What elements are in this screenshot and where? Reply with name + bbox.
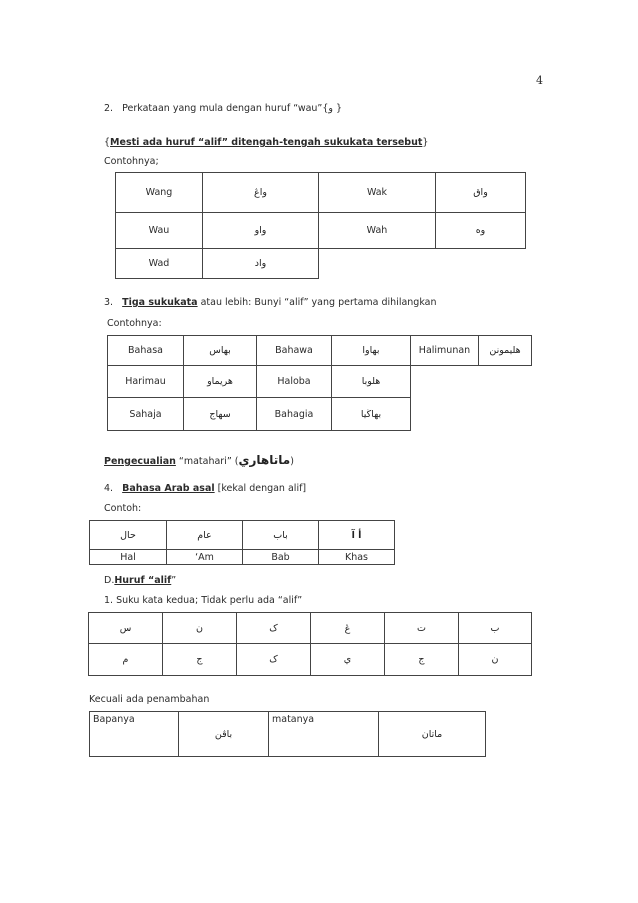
section-3-heading <box>104 297 437 308</box>
table-cell-arabic: باب <box>243 521 319 550</box>
table-row <box>108 336 532 366</box>
section-4-heading <box>104 483 306 494</box>
table-cell-latin: Wad <box>116 249 203 279</box>
section-3-number: 3. <box>104 297 114 308</box>
letter-cell: ج <box>163 644 237 676</box>
table-cell-latin: matanya <box>269 712 379 757</box>
table-cell-latin: Wau <box>116 213 203 249</box>
table-cell-arabic: واڠ <box>203 173 319 213</box>
section-2-number: 2. <box>104 103 114 114</box>
table-cell-latin: Harimau <box>108 366 184 398</box>
table-cell-arabic: هليمونن <box>479 336 532 366</box>
letter-cell: س <box>89 613 163 644</box>
section-2-rule <box>104 137 428 148</box>
letter-cell: ک <box>237 613 311 644</box>
table-row <box>116 249 526 279</box>
table-row <box>116 173 526 213</box>
letter-cell: ي <box>311 644 385 676</box>
letter-cell: ن <box>163 613 237 644</box>
table-row <box>90 712 486 757</box>
rule-close-brace: } <box>422 137 429 148</box>
section-d-subheading: 1. Suku kata kedua; Tidak perlu ada “alif” <box>104 595 303 606</box>
table-row <box>108 398 532 431</box>
table-cell-empty <box>479 398 532 431</box>
table-row <box>89 613 532 644</box>
section-4-rest: [kekal dengan alif] <box>214 483 307 494</box>
table-cell-empty <box>479 366 532 398</box>
table-cell-latin: Bahawa <box>257 336 332 366</box>
rule-bold-text: Mesti ada huruf “alif” ditengah-tengah sukukata tersebut <box>110 137 423 148</box>
table-cell-latin: Bab <box>243 550 319 565</box>
section-2-example-label: Contohnya; <box>104 156 159 167</box>
table-cell-empty <box>411 398 479 431</box>
table-cell-empty <box>411 366 479 398</box>
arabic-origin-table <box>89 520 395 565</box>
addition-label: Kecuali ada penambahan <box>89 694 210 705</box>
table-cell-latin: Haloba <box>257 366 332 398</box>
table-cell-latin: Khas <box>319 550 395 565</box>
table-cell-arabic: هريماو <box>184 366 257 398</box>
exception-line <box>104 453 294 467</box>
table-cell-arabic: بهاس <box>184 336 257 366</box>
table-cell-arabic: واو <box>203 213 319 249</box>
section-4-example-label: Contoh: <box>104 503 142 514</box>
section-d-prefix: D. <box>104 575 115 586</box>
section-3-rest: atau lebih: Bunyi “alif” yang pertama dihilangkan <box>197 297 437 308</box>
letter-cell: ج <box>385 644 459 676</box>
exception-label: Pengecualian <box>104 456 176 467</box>
addition-table <box>89 711 486 757</box>
letters-table <box>88 612 532 676</box>
table-cell-latin: Bapanya <box>90 712 179 757</box>
section-3-example-label: Contohnya: <box>107 318 162 329</box>
table-cell-arabic: أ آ <box>319 521 395 550</box>
table-cell-arabic: واد <box>203 249 319 279</box>
wau-table <box>115 172 526 279</box>
table-row <box>116 213 526 249</box>
table-cell-arabic: سهاج <box>184 398 257 431</box>
page-number: 4 <box>536 74 543 87</box>
table-cell-latin: Halimunan <box>411 336 479 366</box>
table-row <box>108 366 532 398</box>
exception-word: “matahari” ( <box>175 456 239 467</box>
table-cell-latin: Wah <box>319 213 436 249</box>
section-4-number: 4. <box>104 483 114 494</box>
table-cell-arabic: بهاوا <box>332 336 411 366</box>
letter-cell: م <box>89 644 163 676</box>
table-cell-empty <box>436 249 526 279</box>
letter-cell: ب <box>459 613 532 644</box>
table-cell-arabic: ماتان <box>379 712 486 757</box>
section-2-title: Perkataan yang mula dengan huruf “wau”{و } <box>122 103 343 114</box>
table-row <box>89 644 532 676</box>
section-d-bold: Huruf “alif <box>114 575 172 586</box>
table-cell-empty <box>319 249 436 279</box>
section-d-heading <box>104 575 176 586</box>
letter-cell: ک <box>237 644 311 676</box>
table-cell-arabic: عام <box>167 521 243 550</box>
table-cell-arabic: حال <box>90 521 167 550</box>
table-cell-latin: ‘Am <box>167 550 243 565</box>
letter-cell: ت <box>385 613 459 644</box>
three-syllable-table <box>107 335 532 431</box>
table-row <box>90 521 395 550</box>
table-cell-arabic: وه <box>436 213 526 249</box>
section-2-heading <box>104 103 342 114</box>
table-cell-arabic: واق <box>436 173 526 213</box>
letter-cell: ن <box>459 644 532 676</box>
table-cell-arabic: باڤن <box>179 712 269 757</box>
table-cell-arabic: بهاڬيا <box>332 398 411 431</box>
table-cell-latin: Bahasa <box>108 336 184 366</box>
table-row <box>90 550 395 565</box>
table-cell-latin: Wak <box>319 173 436 213</box>
section-4-bold: Bahasa Arab asal <box>122 483 215 494</box>
letter-cell: ڠ <box>311 613 385 644</box>
exception-arabic: ماتاهاري <box>238 453 291 467</box>
rule-open-brace: { <box>104 137 111 148</box>
section-3-bold: Tiga sukukata <box>122 297 198 308</box>
table-cell-latin: Sahaja <box>108 398 184 431</box>
table-cell-arabic: هلوبا <box>332 366 411 398</box>
table-cell-latin: Hal <box>90 550 167 565</box>
exception-close: ) <box>290 456 294 467</box>
section-d-rest: ” <box>171 575 177 586</box>
table-cell-latin: Wang <box>116 173 203 213</box>
table-cell-latin: Bahagia <box>257 398 332 431</box>
